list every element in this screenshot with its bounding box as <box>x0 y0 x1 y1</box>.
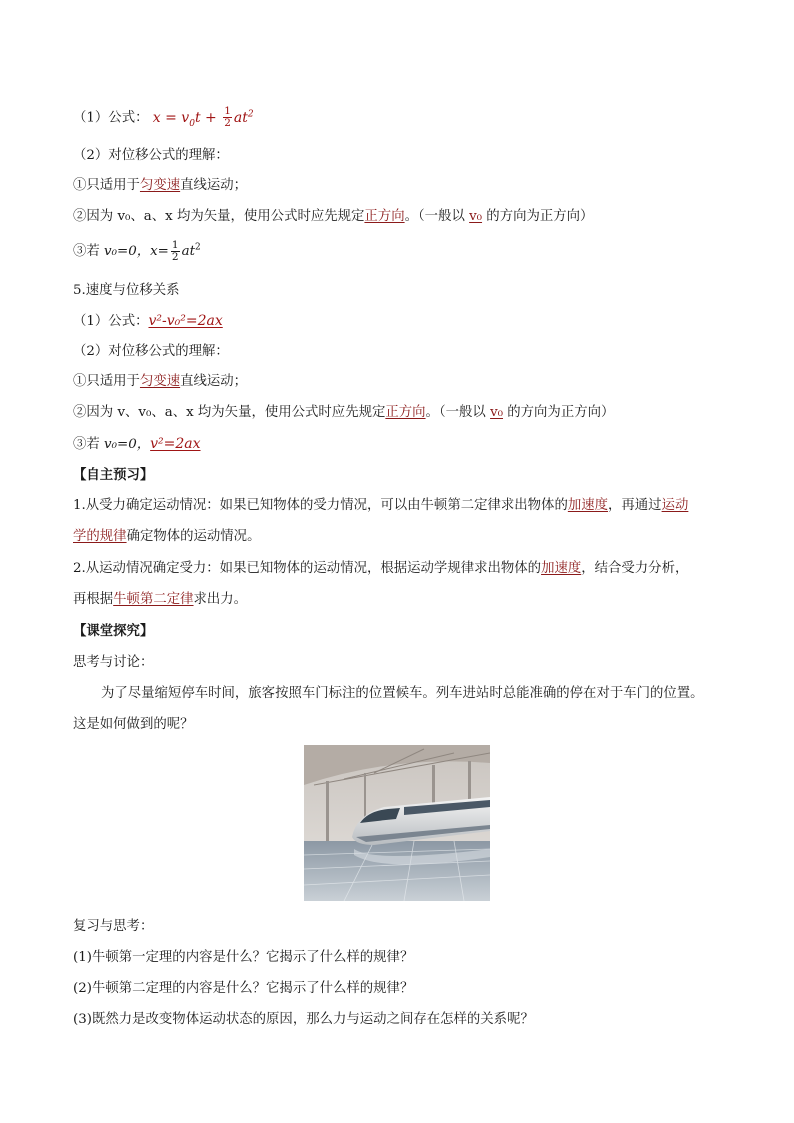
s4-item3: ③若 v₀=0，x= $\frac{1}{2}$ $at^2$ <box>73 239 201 263</box>
preview-p2a: 2.从运动情况确定受力：如果已知物体的运动情况，根据运动学规律求出物体的加速度，结合受力分析， <box>73 561 689 576</box>
question-3: (3)既然力是改变物体运动状态的原因，那么力与运动之间存在怎样的关系呢？ <box>73 1012 534 1027</box>
question-1: (1)牛顿第一定理的内容是什么？它揭示了什么样的规律？ <box>73 950 414 965</box>
train-photo <box>304 745 490 901</box>
preview-p2b: 再根据牛顿第二定律求出力。 <box>73 592 248 607</box>
preview-p1b: 学的规律确定物体的运动情况。 <box>73 529 261 544</box>
preview-p1a: 1.从受力确定运动情况：如果已知物体的受力情况，可以由牛顿第二定律求出物体的加速度，再通过运动 <box>73 498 689 513</box>
think-label: 思考与讨论： <box>73 655 154 670</box>
s5-item1: ①只适用于匀变速直线运动； <box>73 374 248 389</box>
s4-item2: ②因为 v₀、a、x 均为矢量，使用公式时应先规定正方向。（一般以 v₀ 的方向为正方向） <box>73 209 594 224</box>
displacement-formula: $x = v_0t$ + $\frac{1}{2}$ $at^2$ <box>152 105 254 129</box>
s5-understand: （2）对位移公式的理解： <box>73 344 229 359</box>
velocity-displacement-formula: v²-v₀²=2ax <box>148 313 223 329</box>
explore-para2: 这是如何做到的呢？ <box>73 717 194 732</box>
formula-label: （1）公式： <box>73 110 149 126</box>
s4-item1: ①只适用于匀变速直线运动； <box>73 178 248 193</box>
preview-heading: 【自主预习】 <box>73 467 154 483</box>
review-label: 复习与思考： <box>73 919 154 934</box>
s5-title: 5.速度与位移关系 <box>73 283 180 298</box>
s5-formula-line: （1）公式：v²-v₀²=2ax <box>73 313 223 329</box>
s5-item2: ②因为 v、v₀、a、x 均为矢量，使用公式时应先规定正方向。（一般以 v₀ 的方向为正方向） <box>73 405 615 420</box>
explore-heading: 【课堂探究】 <box>73 623 154 639</box>
s5-item3: ③若 v₀=0，v²=2ax <box>73 436 201 452</box>
s4-formula-line <box>73 106 254 129</box>
question-2: (2)牛顿第二定理的内容是什么？它揭示了什么样的规律？ <box>73 981 414 996</box>
s4-understand: （2）对位移公式的理解： <box>73 148 229 163</box>
explore-para1: 为了尽量缩短停车时间，旅客按照车门标注的位置候车。列车进站时总能准确的停在对于车门的位置。 <box>101 686 704 701</box>
